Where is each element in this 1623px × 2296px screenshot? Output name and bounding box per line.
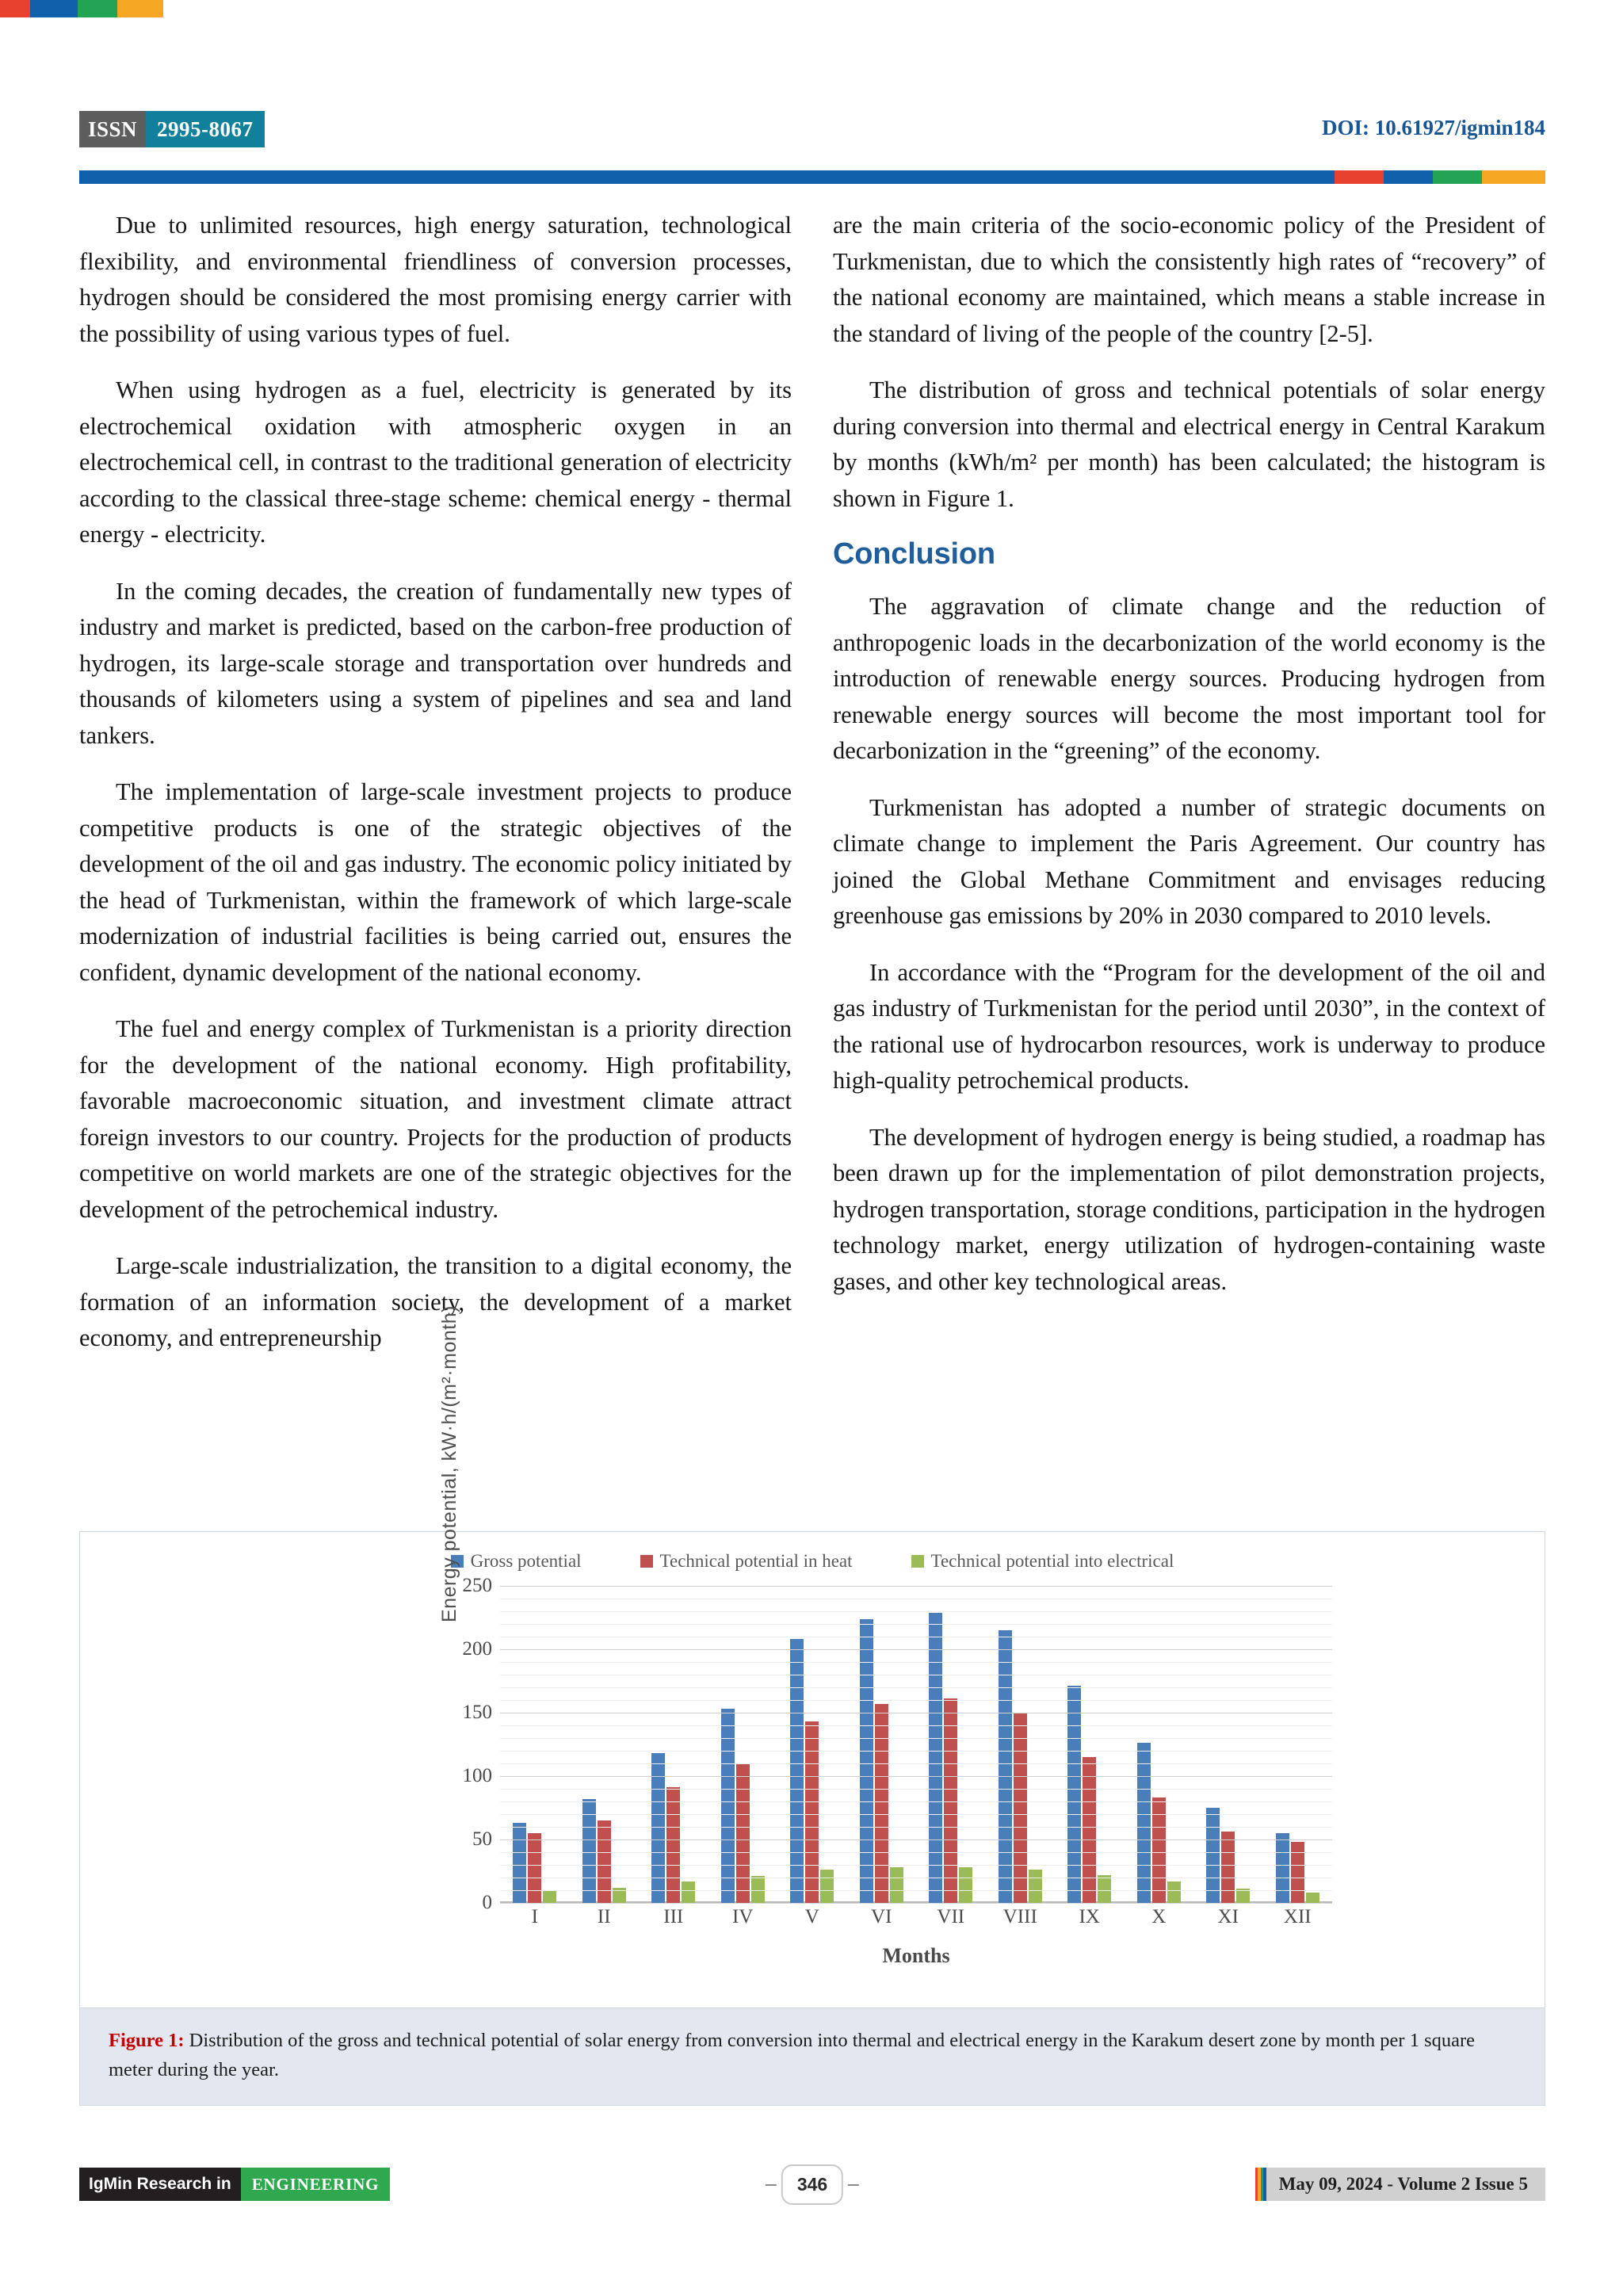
chart-bar-group: [500, 1586, 570, 1903]
paragraph-figure-reference: The distribution of gross and technical potentials of solar energy during conversion into thermal and electrical energy in Central Karakum by months (kWh/m² per month) has been calculated; the histogram is shown in Figure 1.: [833, 376, 1545, 512]
paragraph: Turkmenistan has adopted a number of strategic documents on climate change to implement the Paris Agreement. Our country has joined the Global Methane Commitment and envisages reducing greenhouse gas emissions by 20% in 2030 compared to 2010 levels.: [833, 793, 1545, 929]
rule-orange: [1482, 170, 1545, 184]
chart-bar: [820, 1870, 834, 1903]
chart-x-tick-label: XI: [1217, 1906, 1239, 1927]
right-column: [833, 208, 1545, 1377]
chart-bar-group: [570, 1586, 640, 1903]
chart-x-axis-ticks: [500, 1906, 1332, 1928]
chart-bar: [1083, 1757, 1096, 1903]
legend-item-2: [911, 1551, 1174, 1572]
paragraph-continued: are the main criteria of the socio-economic policy of the President of Turkmenistan, due to which the consistently high rates of “recovery” of the national economy are maintained, which means a stable increase in the standard of living of the people of the country [2-5].: [833, 212, 1545, 347]
chip-green: [78, 0, 117, 17]
chart-y-tick-label: 150: [462, 1702, 492, 1723]
legend-item-0: [451, 1551, 582, 1572]
chart-bar: [890, 1867, 903, 1903]
chart-gridline: [500, 1700, 1332, 1701]
chart-bar: [682, 1881, 695, 1903]
chart-gridline: [500, 1903, 1332, 1904]
paragraph: The fuel and energy complex of Turkmenistan is a priority direction for the development of the national economy. High profitability, favorable macroeconomic situation, and investment climate attract foreign investors to our country. Projects for the production of products competitive on world markets are one of the strategic objectives for the development of the petrochemical industry.: [79, 1015, 792, 1223]
chart-plot-area: [500, 1586, 1332, 1903]
chart-bar-group: [986, 1586, 1056, 1903]
page-number-dash-left: [766, 2184, 777, 2186]
chart-gridline: [500, 1801, 1332, 1802]
chart-bar: [929, 1613, 942, 1903]
left-column: [79, 208, 792, 1377]
chart-x-tick-label: III: [663, 1906, 684, 1927]
paragraph: In the coming decades, the creation of fundamentally new types of industry and market is predicted, based on the carbon-free production of hydrogen, its large-scale storage and transportation over hundreds and thousands of kilometers using a system of pipelines and sea and land tankers.: [79, 577, 792, 749]
figure-caption-text: Distribution of the gross and technical potential of solar energy from conversion into thermal and electrical energy in the Karakum desert zone by month per 1 square meter during the year.: [109, 2030, 1476, 2080]
chart-gridline: [500, 1687, 1332, 1688]
figure-1: [79, 1305, 1545, 2106]
corner-color-chips: [0, 0, 163, 17]
footer-issue-block: [1255, 2168, 1545, 2201]
header-rule: [79, 170, 1545, 184]
issn-value: 2995-8067: [146, 111, 265, 147]
chart-bar-group: [708, 1586, 778, 1903]
chart-bar-group: [1125, 1586, 1194, 1903]
chart-x-tick-label: X: [1151, 1906, 1167, 1927]
issn-label: ISSN: [79, 111, 146, 147]
page-header: [0, 111, 1623, 166]
paragraph: The development of hydrogen energy is being studied, a roadmap has been drawn up for the implementation of pilot demonstration projects, hydrogen transportation, storage conditions, participation in the hydrogen technology market, energy utilization of hydrogen-containing waste gases, and other key technological areas.: [833, 1123, 1545, 1295]
chart-x-tick-label: XII: [1283, 1906, 1312, 1927]
chart-y-tick-label: 50: [472, 1828, 492, 1850]
chart-gridline: [500, 1738, 1332, 1739]
chart-x-tick-label: IV: [732, 1906, 754, 1927]
legend-swatch-icon: [640, 1555, 653, 1568]
chart-bar: [528, 1833, 541, 1903]
section-heading-conclusion: Conclusion: [833, 537, 995, 571]
chart-bar-group: [777, 1586, 847, 1903]
chart-x-tick-label: V: [804, 1906, 819, 1927]
chart-gridline: [500, 1789, 1332, 1790]
chart-bar-groups: [500, 1586, 1332, 1903]
chart-legend: [80, 1551, 1545, 1572]
chip-orange: [117, 0, 163, 17]
chart-bar: [1221, 1832, 1235, 1903]
chart-bar: [875, 1704, 888, 1903]
rule-green: [1433, 170, 1482, 184]
chart-y-axis-label: Energy potential, kW·h/(m²·month): [438, 1305, 460, 1622]
legend-label: Technical potential into electrical: [930, 1551, 1174, 1571]
chart-bar-group: [1193, 1586, 1263, 1903]
figure-caption: [109, 2026, 1516, 2084]
chart-bar: [1291, 1842, 1304, 1903]
chart-bar-solar-potential: [80, 1305, 1545, 2008]
rule-main: [79, 170, 1335, 184]
chart-bar-group: [847, 1586, 917, 1903]
chart-gridline: [500, 1725, 1332, 1726]
chart-x-tick-label: VII: [937, 1906, 965, 1927]
chart-bar: [999, 1630, 1012, 1903]
chart-bar: [1276, 1833, 1289, 1903]
chart-x-tick-label: VI: [871, 1906, 892, 1927]
chart-gridline: [500, 1649, 1332, 1650]
chart-gridline: [500, 1751, 1332, 1752]
legend-swatch-icon: [911, 1555, 924, 1568]
chart-bar: [1014, 1713, 1027, 1903]
page-number-block: [766, 2164, 859, 2205]
chip-red: [0, 0, 30, 17]
chart-bar-group: [639, 1586, 708, 1903]
chart-bar: [1206, 1808, 1220, 1903]
legend-item-1: [640, 1551, 853, 1572]
article-columns: [79, 208, 1545, 1377]
chart-x-tick-label: I: [531, 1906, 538, 1927]
chart-gridline: [500, 1611, 1332, 1612]
chart-gridline: [500, 1586, 1332, 1587]
paragraph: The implementation of large-scale investment projects to produce competitive products is one of the strategic objectives of the development of the oil and gas industry. The economic policy initiated by the head of Turkmenistan, within the framework of which large-scale modernization of industrial facilities is being carried out, ensures the confident, dynamic development of the national economy.: [79, 778, 792, 986]
paragraph: Large-scale industrialization, the transition to a digital economy, the formation of an information society, the development of a market economy, and entrepreneurship: [79, 1252, 792, 1351]
paragraph: The aggravation of climate change and the reduction of anthropogenic loads in the decarbonization of the world economy is the introduction of renewable energy sources. Producing hydrogen from renewable energy sources will become the most important tool for decarbonization in the “greening” of the economy.: [833, 593, 1545, 764]
chart-gridline: [500, 1776, 1332, 1777]
paragraph: In accordance with the “Program for the development of the oil and gas industry of Turkmenistan for the period until 2030”, in the context of the rational use of hydrocarbon resources, work is underway to produce high-quality petrochemical products.: [833, 958, 1545, 1094]
chart-bar-group: [1055, 1586, 1125, 1903]
chart-bar-group: [1263, 1586, 1333, 1903]
paragraph: When using hydrogen as a fuel, electricity is generated by its electrochemical oxidation with atmospheric oxygen in an electrochemical cell, in contrast to the traditional generation of electricity according to the classical three-stage scheme: chemical energy - thermal energy - electricity.: [79, 376, 792, 548]
figure-caption-label: Figure 1:: [109, 2030, 185, 2051]
chart-bar: [790, 1639, 804, 1903]
chart-bar: [666, 1787, 680, 1903]
chart-y-tick-label: 250: [462, 1575, 492, 1596]
figure-caption-bar: [80, 2008, 1545, 2105]
chart-gridline: [500, 1624, 1332, 1625]
chart-gridline: [500, 1814, 1332, 1815]
chart-y-axis-ticks: [429, 1575, 492, 1913]
chart-bar-group: [916, 1586, 986, 1903]
chart-x-tick-label: II: [597, 1906, 611, 1927]
chart-gridline: [500, 1865, 1332, 1866]
chart-bar: [1098, 1875, 1111, 1903]
chart-x-axis-label: Months: [882, 1944, 950, 1967]
chart-y-tick-label: 0: [482, 1892, 492, 1913]
footer-brand-subject: ENGINEERING: [241, 2168, 391, 2201]
page-footer: [79, 2168, 1545, 2209]
paragraph: Due to unlimited resources, high energy saturation, technological flexibility, and environmental friendliness of conversion processes, hydrogen should be considered the most promising energy carrier with the possibility of using various types of fuel.: [79, 212, 792, 347]
chart-y-tick-label: 200: [462, 1638, 492, 1660]
chart-bar: [1306, 1893, 1319, 1903]
chart-gridline: [500, 1763, 1332, 1764]
chart-x-tick-label: IX: [1079, 1906, 1100, 1927]
chart-bar: [1029, 1870, 1042, 1903]
doi-link[interactable]: DOI: 10.61927/igmin184: [1321, 116, 1545, 139]
rule-red: [1335, 170, 1384, 184]
page-number-dash-right: [848, 2184, 859, 2186]
chart-x-tick-label: VIII: [1002, 1906, 1037, 1927]
chart-bar: [736, 1763, 750, 1903]
chart-bar: [1167, 1881, 1181, 1903]
chart-bar: [805, 1721, 819, 1903]
footer-brand: [79, 2168, 390, 2201]
legend-label: Gross potential: [470, 1551, 582, 1571]
legend-label: Technical potential in heat: [659, 1551, 853, 1571]
chart-bar: [1137, 1743, 1151, 1903]
chart-bar: [1067, 1686, 1081, 1903]
chart-gridline: [500, 1852, 1332, 1853]
issn-badge: [79, 111, 265, 147]
chart-bar: [959, 1867, 972, 1903]
chart-bar: [1236, 1889, 1250, 1903]
page-number: 346: [781, 2164, 843, 2205]
chart-gridline: [500, 1890, 1332, 1891]
chart-y-tick-label: 100: [462, 1765, 492, 1786]
footer-brand-name: IgMin Research in: [79, 2168, 241, 2201]
chart-gridline: [500, 1827, 1332, 1828]
chart-gridline: [500, 1662, 1332, 1663]
chart-bar: [543, 1890, 556, 1903]
chart-gridline: [500, 1839, 1332, 1840]
issue-text: May 09, 2024 - Volume 2 Issue 5: [1278, 2174, 1528, 2194]
rule-blue: [1384, 170, 1433, 184]
chip-blue: [30, 0, 78, 17]
issue-stripes: [1255, 2168, 1266, 2201]
